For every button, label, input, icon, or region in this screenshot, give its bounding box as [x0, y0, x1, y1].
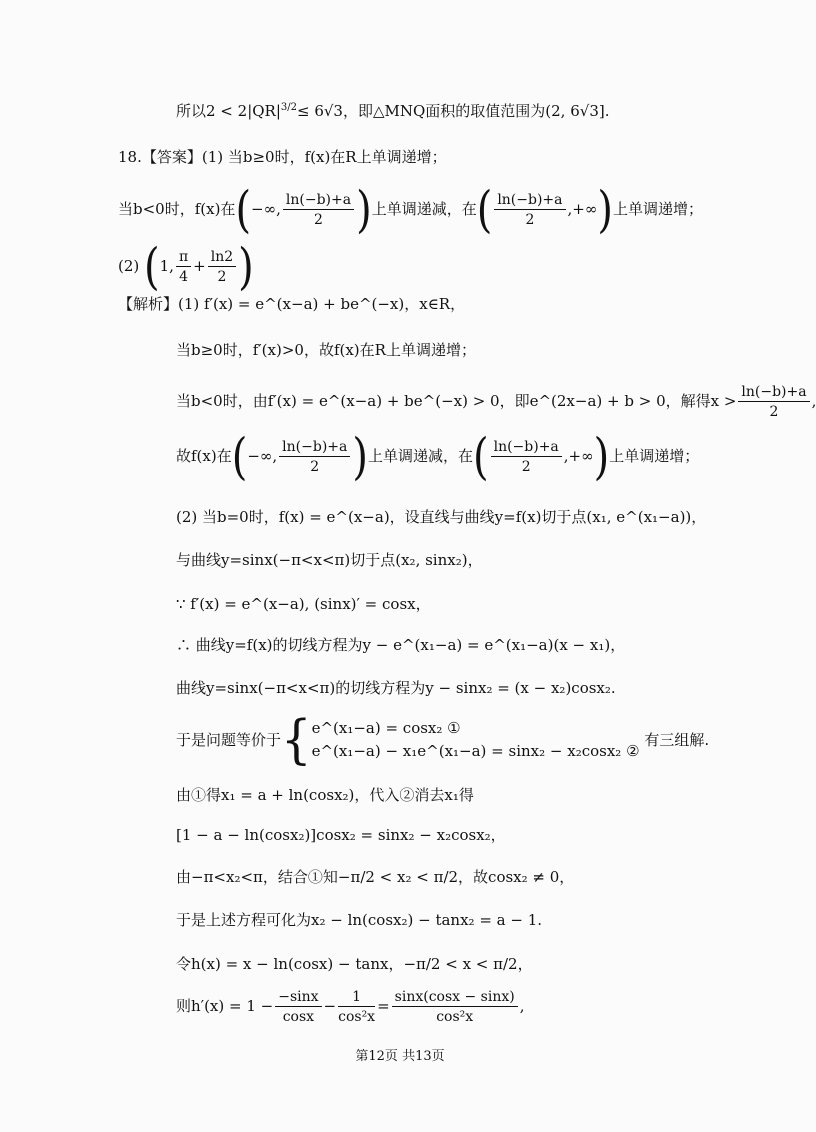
line-tangent-eq-sin: 曲线y=sinx(−π<x<π)的切线方程为y − sinx₂ = (x − x₂)cosx₂. — [176, 679, 616, 697]
line-part2-setup: (2) 当b=0时，f(x) = e^(x−a)，设直线与曲线y=f(x)切于点(x₁, e^(x₁−a))， — [176, 508, 707, 526]
line-tangent-sin: 与曲线y=sinx(−π<x<π)切于点(x₂, sinx₂)， — [176, 551, 483, 569]
line-substituted: [1 − a − ln(cosx₂)]cosx₂ = sinx₂ − x₂cosx₂， — [176, 826, 506, 844]
line-analysis-derivative: 【解析】(1) f′(x) = e^(x−a) + be^(−x)，x∈R， — [118, 295, 466, 313]
line-h-derivative: 则h′(x) = 1 − $\frac{-\sin x}{\cos x}$ − $\frac{1}{\text{cos²x}}$ = $\frac{\sin x(\cos x - \sin x)}{\text{cos²x}}$ , — [176, 989, 525, 1025]
line-b-nonneg: 当b≥0时，f′(x)>0，故f(x)在R上单调递增； — [176, 341, 476, 359]
line-monotonic-intervals: 故f(x)在(−∞, $\frac{\ln(-b)+a}{2}$ )上单调递减，在( $\frac{\ln(-b)+a}{2}$ ,+∞)上单调递增； — [176, 428, 700, 486]
line-b-negative-solve: 当b<0时，由f′(x) = e^(x−a) + be^(−x) > 0，即e^(2x−a) + b > 0，解得x > $\frac{\ln(-b)+a}{2}$ , — [176, 384, 816, 420]
page-footer: 第12页 共13页 — [355, 1049, 445, 1064]
line-define-h: 令h(x) = x − ln(cosx) − tanx，−π/2 < x < π/2， — [176, 955, 533, 973]
line-answer-part2: (2) (1, $\frac{\pi}{4}$ + $\frac{\ln 2}{2}$ ) — [118, 238, 254, 296]
line-simplified-eq: 于是上述方程可化为x₂ − ln(cosx₂) − tanx₂ = a − 1. — [176, 911, 543, 929]
line-tangent-eq-f: ∴ 曲线y=f(x)的切线方程为y − e^(x₁−a) = e^(x₁−a)(x − x₁)， — [176, 636, 626, 654]
line-range-x2: 由−π<x₂<π，结合①知−π/2 < x₂ < π/2，故cosx₂ ≠ 0， — [176, 868, 575, 886]
line-solve-x1: 由①得x₁ = a + ln(cosx₂)，代入②消去x₁得 — [176, 786, 474, 804]
line-equation-system: 于是问题等价于{e^(x₁−a) = cosx₂ ① e^(x₁−a) − x₁e^(x₁−a) = sinx₂ − x₂cosx₂ ② 有三组解. — [176, 709, 710, 771]
line-area-range: 所以$2 < 2|QR|^{3/2}\le 6√3$，即△MNQ面积的取值范围为(2, 6√3]. — [176, 102, 610, 120]
line-answer-b-negative: 当b<0时，f(x)在(−∞, $\frac{\ln(-b)+a}{2}$ )上单调递减，在( $\frac{\ln(-b)+a}{2}$ ,+∞)上单调递增； — [118, 181, 703, 239]
line-answer-18: 18.【答案】(1) 当b≥0时，f(x)在R上单调递增； — [118, 148, 447, 166]
line-derivatives: ∵ f′(x) = e^(x−a), (sinx)′ = cosx， — [176, 595, 431, 613]
